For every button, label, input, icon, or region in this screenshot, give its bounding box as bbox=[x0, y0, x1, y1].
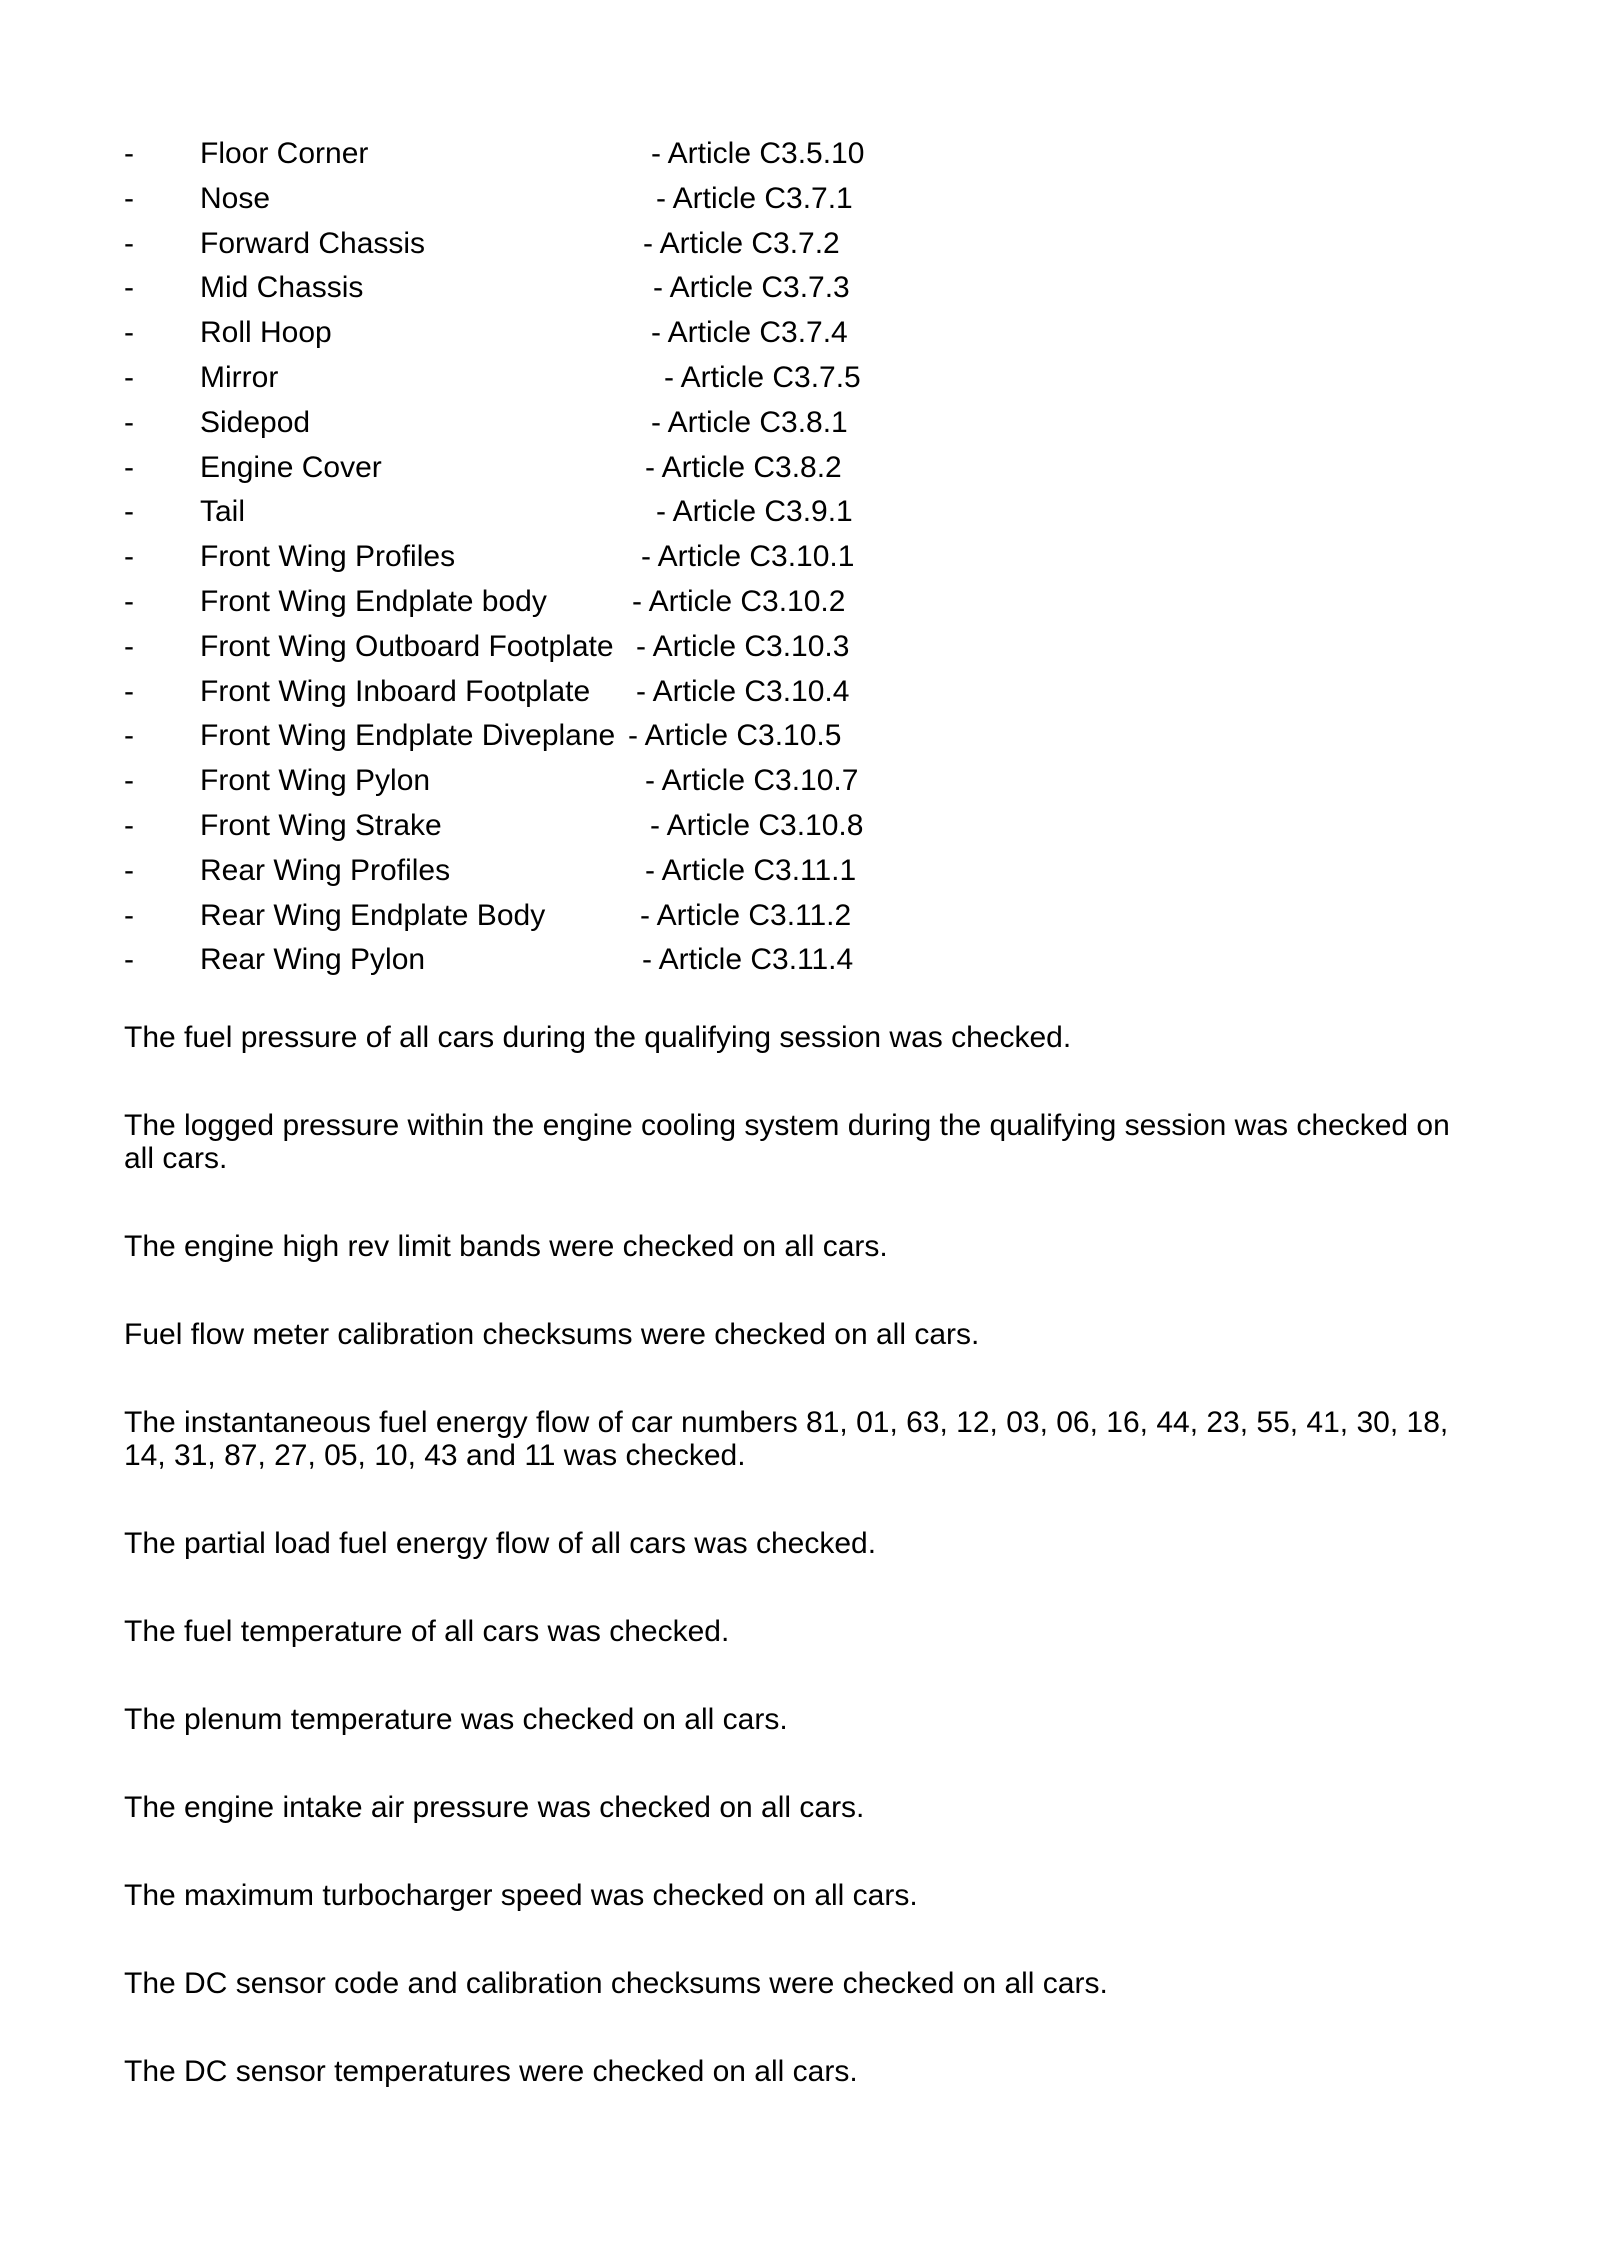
component-name: Nose bbox=[200, 181, 271, 215]
list-item bbox=[0, 177, 1600, 222]
check-paragraph: The fuel temperature of all cars was checked. bbox=[124, 1615, 730, 1648]
check-paragraph: The instantaneous fuel energy flow of car numbers 81, 01, 63, 12, 03, 06, 16, 44, 23, 55, 41, 30, 18, 14, 31, 87, 27, 05, 10, 43 and 11 was checked. bbox=[124, 1406, 1449, 1472]
component-name: Front Wing Outboard Footplate bbox=[200, 629, 614, 663]
component-name: Mirror bbox=[200, 360, 279, 394]
list-dash: - bbox=[124, 764, 134, 798]
list-item bbox=[0, 670, 1600, 715]
article-reference: - Article C3.7.3 bbox=[653, 271, 850, 305]
article-reference: - Article C3.11.1 bbox=[645, 853, 857, 887]
list-item bbox=[0, 849, 1600, 894]
check-paragraph: The engine high rev limit bands were checked on all cars. bbox=[124, 1230, 888, 1263]
article-reference: - Article C3.10.4 bbox=[636, 674, 850, 708]
article-reference: - Article C3.5.10 bbox=[651, 137, 865, 170]
list-dash: - bbox=[124, 226, 134, 260]
check-paragraph: The fuel pressure of all cars during the qualifying session was checked. bbox=[124, 1021, 1072, 1054]
check-paragraph: The plenum temperature was checked on all cars. bbox=[124, 1703, 788, 1736]
check-paragraph: The DC sensor code and calibration checksums were checked on all cars. bbox=[124, 1967, 1108, 2000]
article-reference: - Article C3.9.1 bbox=[656, 495, 853, 529]
list-dash: - bbox=[124, 137, 134, 170]
list-dash: - bbox=[124, 360, 134, 394]
article-reference: - Article C3.11.4 bbox=[642, 943, 854, 977]
component-name: Front Wing Inboard Footplate bbox=[200, 674, 591, 708]
component-name: Forward Chassis bbox=[200, 226, 426, 260]
list-item bbox=[0, 535, 1600, 580]
list-item bbox=[0, 356, 1600, 401]
component-name: Rear Wing Pylon bbox=[200, 943, 426, 977]
article-reference: - Article C3.11.2 bbox=[640, 898, 852, 932]
list-dash: - bbox=[124, 495, 134, 529]
list-item bbox=[0, 222, 1600, 267]
list-item bbox=[0, 894, 1600, 939]
list-dash: - bbox=[124, 898, 134, 932]
list-dash: - bbox=[124, 629, 134, 663]
list-dash: - bbox=[124, 316, 134, 350]
list-item bbox=[0, 580, 1600, 625]
list-item bbox=[0, 625, 1600, 670]
list-item bbox=[0, 311, 1600, 356]
list-dash: - bbox=[124, 719, 134, 753]
component-name: Rear Wing Endplate Body bbox=[200, 898, 546, 932]
article-reference: - Article C3.7.5 bbox=[664, 360, 861, 394]
list-dash: - bbox=[124, 584, 134, 618]
check-paragraph: The logged pressure within the engine cooling system during the qualifying session was checked on all cars. bbox=[124, 1109, 1450, 1175]
list-item bbox=[0, 132, 1600, 177]
article-reference: - Article C3.7.4 bbox=[651, 316, 848, 350]
article-reference: - Article C3.7.2 bbox=[643, 226, 840, 260]
article-reference: - Article C3.10.5 bbox=[628, 719, 842, 753]
list-dash: - bbox=[124, 540, 134, 574]
article-reference: - Article C3.10.2 bbox=[632, 584, 846, 618]
component-name: Front Wing Pylon bbox=[200, 764, 431, 798]
article-reference: - Article C3.10.8 bbox=[650, 808, 864, 842]
check-paragraph: The engine intake air pressure was checked on all cars. bbox=[124, 1791, 865, 1824]
component-name: Front Wing Endplate body bbox=[200, 584, 547, 618]
list-item bbox=[0, 938, 1600, 983]
list-item bbox=[0, 401, 1600, 446]
component-name: Roll Hoop bbox=[200, 316, 332, 350]
component-name: Engine Cover bbox=[200, 450, 382, 484]
check-paragraph: The DC sensor temperatures were checked on all cars. bbox=[124, 2055, 858, 2088]
article-reference: - Article C3.8.2 bbox=[645, 450, 842, 484]
article-reference: - Article C3.8.1 bbox=[651, 405, 848, 439]
article-reference: - Article C3.10.3 bbox=[636, 629, 850, 663]
check-paragraph: The partial load fuel energy flow of all cars was checked. bbox=[124, 1527, 877, 1560]
list-item bbox=[0, 714, 1600, 759]
list-dash: - bbox=[124, 181, 134, 215]
check-paragraphs bbox=[124, 1021, 1484, 2088]
component-list bbox=[0, 132, 1600, 983]
list-item bbox=[0, 759, 1600, 804]
list-dash: - bbox=[124, 808, 134, 842]
article-reference: - Article C3.10.1 bbox=[641, 540, 855, 574]
component-name: Floor Corner bbox=[200, 137, 369, 170]
list-item bbox=[0, 266, 1600, 311]
list-dash: - bbox=[124, 271, 134, 305]
article-reference: - Article C3.7.1 bbox=[656, 181, 853, 215]
list-item bbox=[0, 490, 1600, 535]
component-name: Rear Wing Profiles bbox=[200, 853, 451, 887]
component-name: Front Wing Endplate Diveplane bbox=[200, 719, 616, 753]
component-name: Tail bbox=[200, 495, 246, 529]
list-dash: - bbox=[124, 943, 134, 977]
check-paragraph: Fuel flow meter calibration checksums were checked on all cars. bbox=[124, 1318, 980, 1351]
component-name: Sidepod bbox=[200, 405, 311, 439]
component-name: Front Wing Profiles bbox=[200, 540, 456, 574]
check-paragraph: The maximum turbocharger speed was checked on all cars. bbox=[124, 1879, 918, 1912]
list-dash: - bbox=[124, 674, 134, 708]
list-dash: - bbox=[124, 405, 134, 439]
list-dash: - bbox=[124, 853, 134, 887]
article-reference: - Article C3.10.7 bbox=[645, 764, 859, 798]
component-name: Front Wing Strake bbox=[200, 808, 442, 842]
list-dash: - bbox=[124, 450, 134, 484]
list-item bbox=[0, 804, 1600, 849]
component-name: Mid Chassis bbox=[200, 271, 364, 305]
list-item bbox=[0, 446, 1600, 491]
